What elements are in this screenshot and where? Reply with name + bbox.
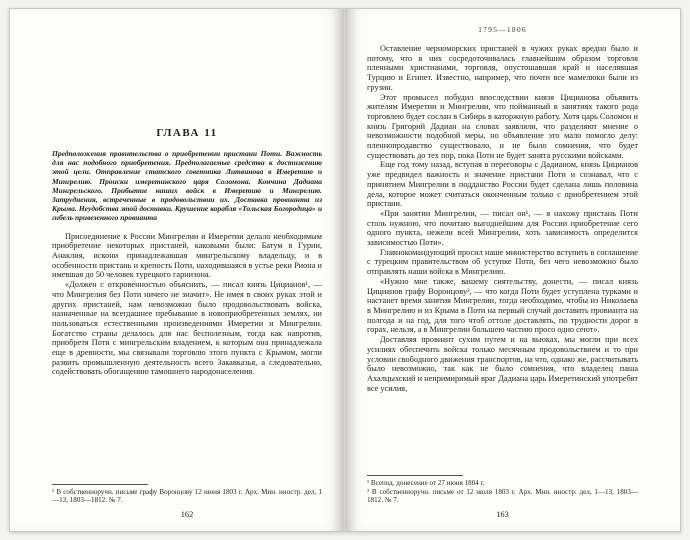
right-page-footer xyxy=(367,471,638,519)
footnote: ² В собственноручн. письме от 12 июля 1803 г. Арх. Мин. иностр. дел, 1—13, 1803—1812. № 7. xyxy=(367,487,638,505)
paragraph: Оставление черноморских пристаней в чужих руках вредно было и потому, что в них сосредоточивалась главнейшим образом торговля пленными христианами, торговля, опустошавшая край и населявшая Турцию и Египет. Известно, например, что почти все мамелюки были из грузин. xyxy=(367,44,638,92)
running-head: 1795—1806 xyxy=(478,25,527,34)
chapter-summary: Предположения правительства о приобретении пристани Поти. Важность для нас подобного приобретения. Предполагаемые средства к достижению этой цели. Отправление статского советника Литвинова в Имеретию и Мингрелию. Происки имеретинского царя Соломона. Кончина Дадиана Мингрельского. Прибытие наших войск в Имеретию и Мингрелию. Затруднения, встреченные в продовольствии их. Доставка провианта из Крыма. Неудобства этой доставки. Крушение корабля «Тольская Богородица» и гибель привезенного провианта xyxy=(52,149,322,223)
paragraph: Этот промысел побудил впоследствии князя Цицианова объявить жителям Имеретии и Мингрелии, что пойманный в занятиях такого рода торговлею будет сослан в Сибирь в каторжную работу. Хотя царь Соломон и князь Григорий Дадиан на словах заявляли, что разделяют мнение о невозможности подобной меры, но объявление это мало помогло делу: пленнопродавство существовало, и не было сомнения, что будет существовать до тех пор, пока Поти не будет занята русскими войсками. xyxy=(367,92,638,160)
page-number: 162 xyxy=(180,510,194,519)
paragraph: Главнокомандующий просил наше министерство вступить в соглашение с турецким правительством об уступке Поти, без чего невозможно было отправлять наши войска в Мингрелию. xyxy=(367,247,638,277)
footnote-rule xyxy=(367,475,463,476)
paragraph: «При занятии Мингрелии, — писал он¹, — я нахожу пристань Поти столь нужною, что почитаю выгоднейшим для России приобретение сего одного пункта, нежели всей Мингрелии, хоть зависимость определится зависимостью Поти». xyxy=(367,208,638,248)
paragraph: «Нужно мне также, вашему сиятельству, донести, — писал князь Цицианов графу Воронцову², — что когда Поти будет уступлена турками и настанет время занятия Мингрелии, тогда необходимо, чтобы из Николаева в Мингрелию и из Крыма в Поти на первый случай доставить провианта на полгода и на год, для того чтоб оттоле доставлять, по трудности дорог в горах, нельзя, а в Мингрелии большею частию просо одно сеют». xyxy=(367,276,638,335)
page-number: 163 xyxy=(496,510,509,519)
page-right xyxy=(345,9,680,531)
chapter-title: ГЛАВА 11 xyxy=(156,127,218,139)
paragraph: Доставляя провиант сухим путем и на вьюках, мы могли при всех усилиях обеспечить войска только месячным продовольствием и то при условии свободного движения транспортов, на что, однако же, рассчитывать было невозможно, так как не было сомнения, что владелец паша Ахалцыхский и непримиримый враг Дадиана царь Имеретинский употребят все усилия, xyxy=(367,335,638,393)
footnote-rule xyxy=(52,484,148,485)
page-left xyxy=(10,9,345,531)
left-page-footer xyxy=(52,480,322,519)
chapter-top-spacer xyxy=(52,25,322,127)
paragraph: Присоединение к России Мингрелии и Имеретии делало необходимым приобретение некоторых пристаней, каковыми были: Батум в Гурии, Анаклия, искони принадлежавшая мингрельскому владельцу, и в особенности пристань и крепость Поти, находившаяся в устье реки Риона и имевшая до 50 человек турецкого гарнизона. xyxy=(52,231,322,280)
footnote: ¹ Всепод. донесение от 27 июня 1804 г. xyxy=(367,479,485,488)
paragraph: Еще год тому назад, вступая в переговоры с Дадианом, князь Цицианов уже предвидел важность и значение пристани Поти и сознавал, что с принятием Мингрелии в подданство России будет сделана лишь половина дела, которое может считаться оконченным только с приобретением этой пристани. xyxy=(367,160,638,209)
left-body-text xyxy=(52,232,322,378)
footnote: ¹ В собственноручн. письме графу Воронцову 12 июня 1803 г. Арх. Мин. иностр. дел, 1—13, 1803—1812. № 7. xyxy=(52,487,322,505)
book-spread xyxy=(9,8,681,532)
paragraph: «Должен с откровенностью объяснить, — писал князь Цицианов¹, — что Мингрелия без Поти ничего не значит». Не имея в своих руках этой и других пристаней, нам невозможно было продовольствовать войска, назначенные на всегдашнее пребывание в новоприобретенных землях, ни пользоваться естественными произведениями Имеретии и Мингрелии. Богатство страны делалось для нас бесполезным, тогда как напротив, приобретя Поти с мингрельским владением, к которым она принадлежала еще в древности, мы связывали торговлю этого пункта с Крымом, могли развить промышленную деятельность всего Закавказья, а следовательно, содействовать обогащению тамошнего народонаселения. xyxy=(52,280,322,377)
right-body-text xyxy=(367,44,638,393)
